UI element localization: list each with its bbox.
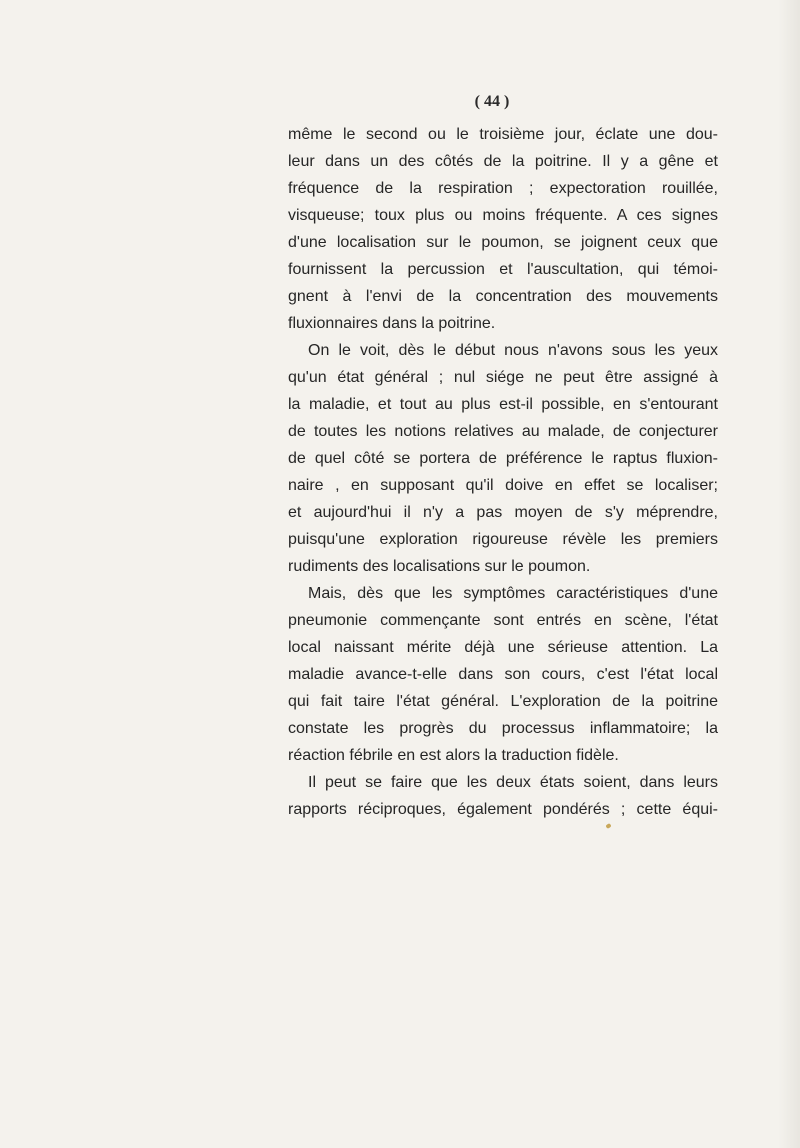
text-line: qu'un état général ; nul siége ne peut être assigné à (288, 369, 718, 386)
text-line: naire , en supposant qu'il doive en effet se localiser; (288, 477, 718, 494)
text-line: maladie avance-t-elle dans son cours, c'est l'état local (288, 666, 718, 683)
text-line: fluxionnaires dans la poitrine. (288, 315, 496, 332)
ink-speck (605, 823, 611, 829)
text-line: fournissent la percussion et l'auscultation, qui témoi- (288, 261, 718, 278)
text-line: On le voit, dès le début nous n'avons sous les yeux (308, 342, 718, 359)
text-line: de toutes les notions relatives au malade, de conjecturer (288, 423, 718, 440)
text-line: constate les progrès du processus inflammatoire; la (288, 720, 718, 737)
text-line: local naissant mérite déjà une sérieuse attention. La (288, 639, 718, 656)
text-line: même le second ou le troisième jour, éclate une dou- (288, 126, 718, 143)
text-line: Mais, dès que les symptômes caractéristiques d'une (308, 585, 718, 602)
text-line: réaction fébrile en est alors la traduction fidèle. (288, 747, 619, 764)
text-line: puisqu'une exploration rigoureuse révèle les premiers (288, 531, 718, 548)
text-line: gnent à l'envi de la concentration des mouvements (288, 288, 718, 305)
text-line: pneumonie commençante sont entrés en scène, l'état (288, 612, 718, 629)
text-line: la maladie, et tout au plus est-il possible, en s'entourant (288, 396, 718, 413)
page-number: ( 44 ) (474, 93, 510, 110)
text-line: d'une localisation sur le poumon, se joignent ceux que (288, 234, 718, 251)
page-edge-shadow (778, 0, 800, 1148)
body-text (288, 121, 718, 823)
text-line: et aujourd'hui il n'y a pas moyen de s'y méprendre, (288, 504, 718, 521)
text-line: fréquence de la respiration ; expectoration rouillée, (288, 180, 718, 197)
text-line: qui fait taire l'état général. L'exploration de la poitrine (288, 693, 718, 710)
text-line: visqueuse; toux plus ou moins fréquente. A ces signes (288, 207, 718, 224)
text-line: rudiments des localisations sur le poumon. (288, 558, 591, 575)
text-line: Il peut se faire que les deux états soient, dans leurs (308, 774, 718, 791)
text-line: leur dans un des côtés de la poitrine. Il y a gêne et (288, 153, 718, 170)
text-line: de quel côté se portera de préférence le raptus fluxion- (288, 450, 718, 467)
text-line: rapports réciproques, également pondérés ; cette équi- (288, 801, 718, 818)
